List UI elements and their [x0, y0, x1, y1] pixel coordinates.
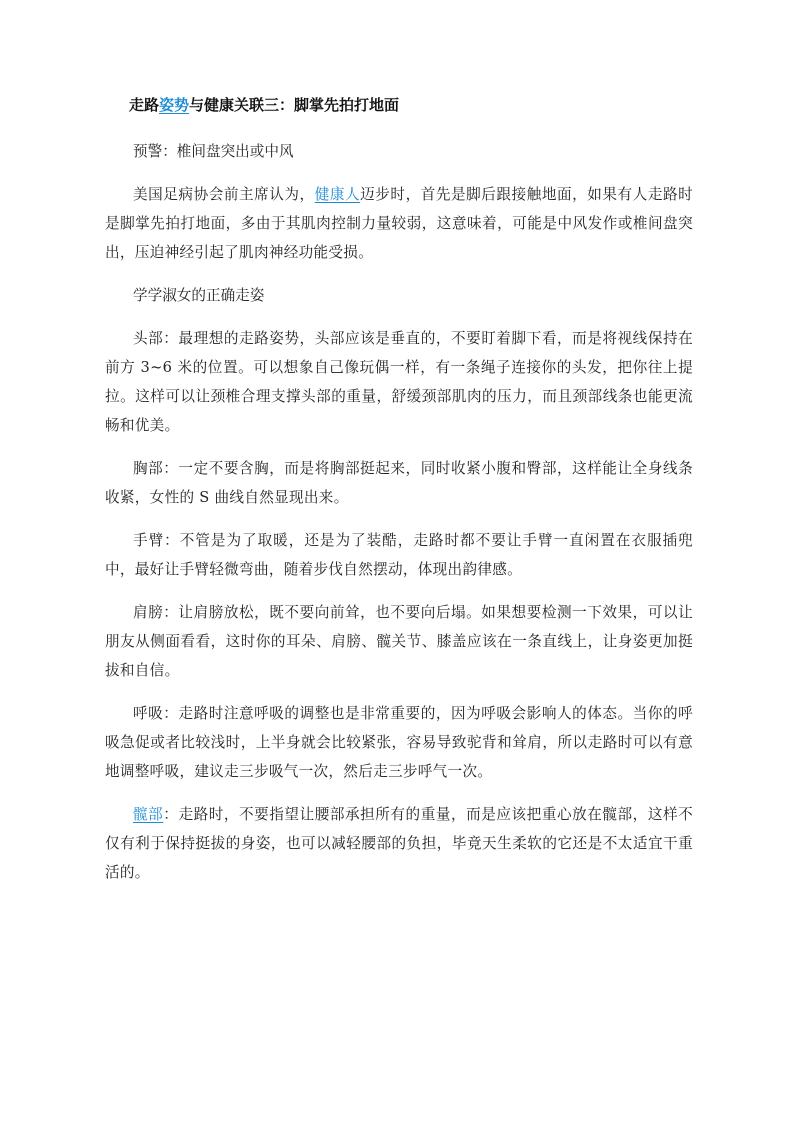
article-title	[129, 94, 693, 116]
intro-paragraph	[105, 180, 693, 267]
hip-text: ：走路时，不要指望让腰部承担所有的重量，而是应该把重心放在髋部，这样不仅有利于保持挺拔的身姿，也可以减轻腰部的负担，毕竟天生柔软的它还是不太适宜干重活的。	[105, 806, 693, 881]
warning-line: 预警：椎间盘突出或中风	[133, 143, 294, 160]
title-text-after: 与健康关联三：脚掌先拍打地面	[189, 96, 400, 114]
document-page	[105, 94, 693, 887]
healthy-person-link[interactable]: 健康人	[314, 186, 361, 203]
paragraph-arms: 手臂：不管是为了取暖，还是为了装酷，走路时都不要让手臂一直闲置在衣服插兜中，最好让手臂轻微弯曲，随着步伐自然摆动，体现出韵律感。	[105, 532, 693, 578]
intro-text-after: 迈步时，首先是脚后跟接触地面，如果有人走路时是脚掌先拍打地面，多由于其肌肉控制力量较弱，这意味着，可能是中风发作或椎间盘突出，压迫神经引起了肌肉神经功能受损。	[105, 186, 694, 261]
posture-link[interactable]: 姿势	[159, 96, 190, 114]
paragraph-breathing: 呼吸：走路时注意呼吸的调整也是非常重要的，因为呼吸会影响人的体态。当你的呼吸急促或者比较浅时，上半身就会比较紧张，容易导致驼背和耸肩，所以走路时可以有意地调整呼吸，建议走三步吸气一次，然后走三步呼气一次。	[105, 705, 693, 780]
hip-link[interactable]: 髋部	[133, 806, 164, 823]
intro-text-before: 美国足病协会前主席认为，	[133, 186, 315, 203]
paragraph-chest: 胸部：一定不要含胸，而是将胸部挺起来，同时收紧小腹和臀部，这样能让全身线条收紧，女性的 S 曲线自然显现出来。	[105, 460, 693, 506]
paragraph-shoulders: 肩膀：让肩膀放松，既不要向前耸，也不要向后塌。如果想要检测一下效果，可以让朋友从侧面看看，这时你的耳朵、肩膀、髋关节、膝盖应该在一条直线上，让身姿更加挺拔和自信。	[105, 604, 693, 679]
paragraph-hip	[105, 800, 693, 887]
title-text-before: 走路	[129, 96, 160, 114]
subheading: 学学淑女的正确走姿	[133, 287, 265, 304]
paragraph-head: 头部：最理想的走路姿势，头部应该是垂直的，不要盯着脚下看，而是将视线保持在前方 3~6 米的位置。可以想象自己像玩偶一样，有一条绳子连接你的头发，把你往上提拉。这样可以让颈椎合理支撑头部的重量，舒缓颈部肌肉的压力，而且颈部线条也能更流畅和优美。	[105, 330, 693, 434]
